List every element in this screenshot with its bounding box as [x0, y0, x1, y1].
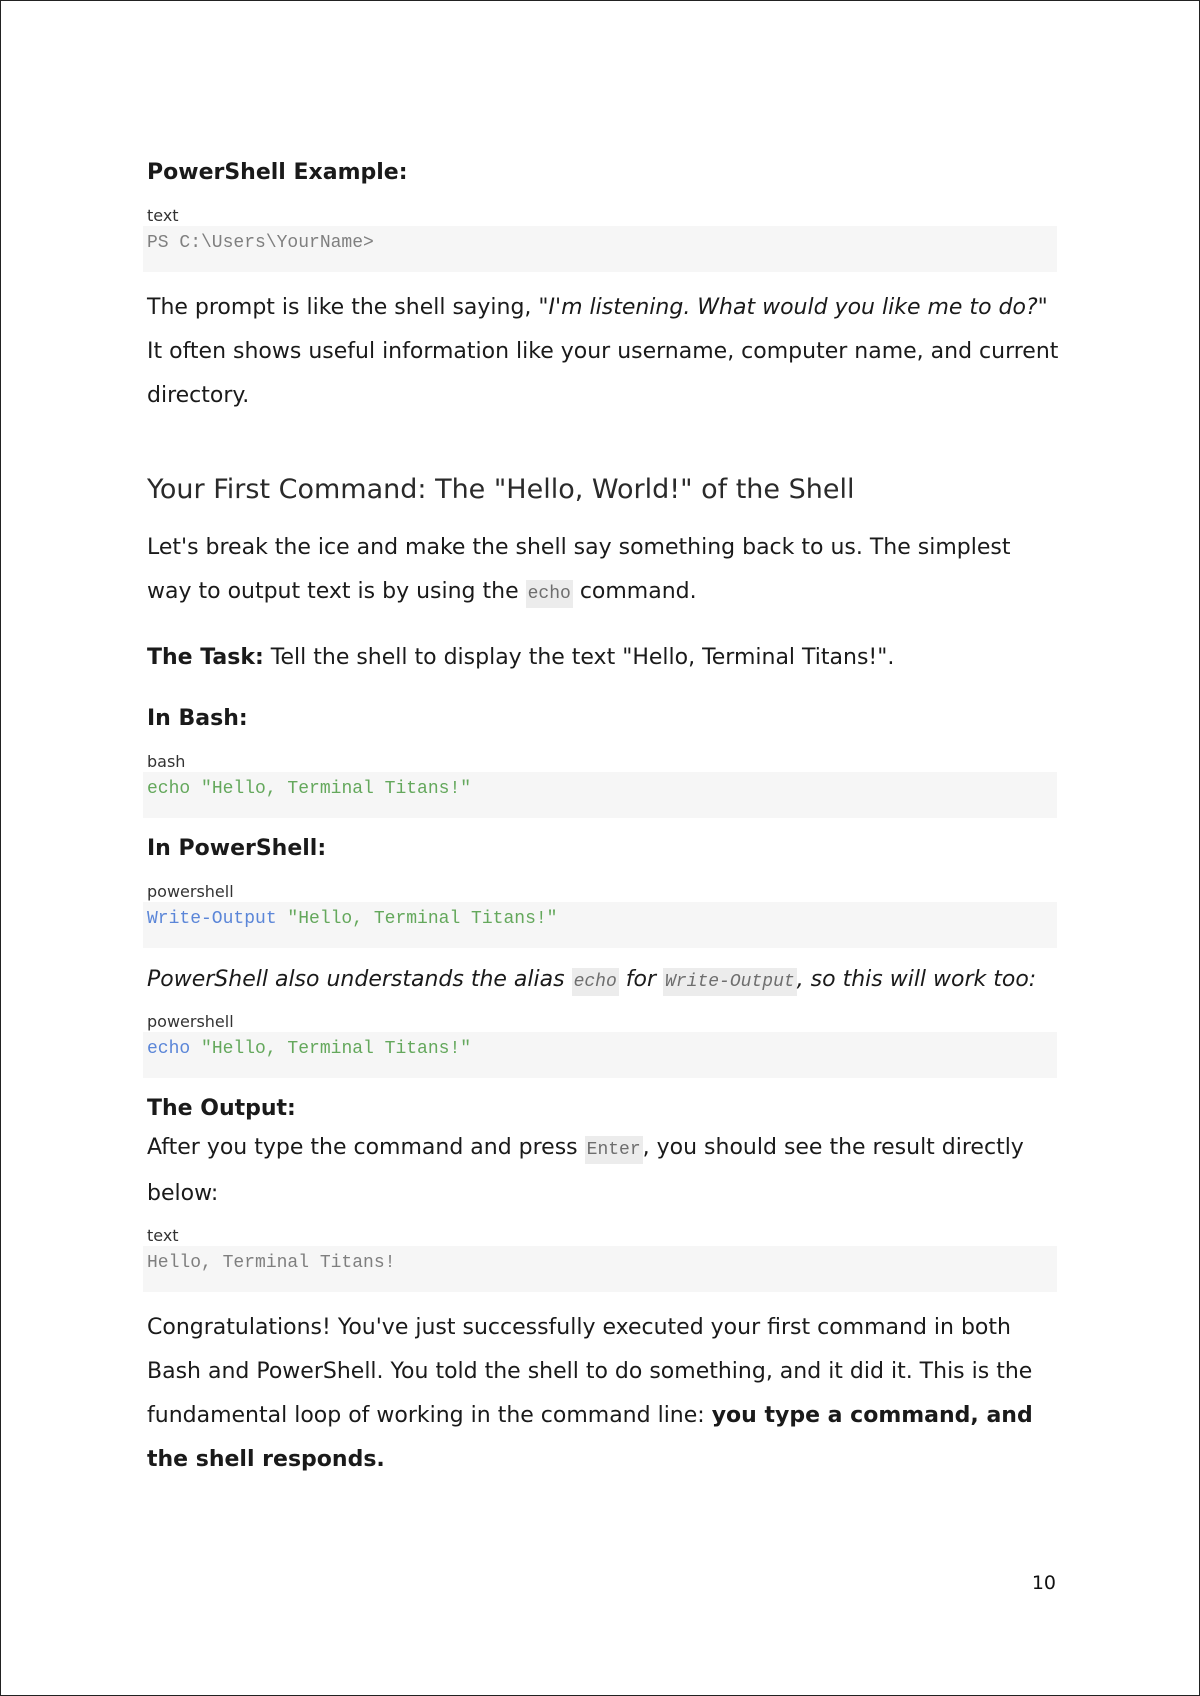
inline-code-echo: echo: [526, 580, 573, 608]
output-paragraph: [147, 1126, 1061, 1216]
text-run: PowerShell also understands the alias: [147, 967, 572, 992]
page-number: 10: [1031, 1572, 1056, 1594]
code-lang-label: text: [147, 1226, 179, 1245]
task-label: The Task:: [147, 645, 264, 670]
text-run: The prompt is like the shell saying, ": [147, 295, 549, 320]
bold-run: you type a command, and the shell responds.: [147, 1403, 1033, 1472]
output-heading: The Output:: [147, 1096, 296, 1121]
inline-code-enter: Enter: [585, 1136, 643, 1164]
code-command: echo: [147, 1039, 191, 1059]
code-block-prompt: [143, 226, 1057, 272]
code-command: Write-Output: [147, 909, 277, 929]
code-text: PS C:\Users\YourName>: [147, 233, 374, 253]
code-lang-label: powershell: [147, 1012, 234, 1031]
text-run: " It often shows useful information like your username, computer name, and current directory.: [147, 295, 1059, 408]
intro-paragraph: [147, 526, 1061, 616]
powershell-example-heading: PowerShell Example:: [147, 160, 408, 185]
italic-run: I'm listening. What would you like me to do?: [548, 295, 1038, 320]
alias-note: [147, 958, 1061, 1004]
text-run: , so this will work too:: [796, 967, 1037, 992]
code-block-output: [143, 1246, 1057, 1292]
bash-heading: In Bash:: [147, 706, 248, 731]
powershell-heading: In PowerShell:: [147, 836, 327, 861]
code-string: "Hello, Terminal Titans!": [276, 909, 558, 929]
code-block-bash: [143, 772, 1057, 818]
inline-code-echo: echo: [572, 968, 619, 996]
inline-code-write-output: Write-Output: [663, 968, 797, 996]
code-lang-label: text: [147, 206, 179, 225]
text-run: Congratulations! You've just successfully executed your first command in both Bash and PowerShell. You told the shell to do something, and it did it. This is the fundamental loop of working in the command line:: [147, 1315, 1033, 1428]
text-run: command.: [572, 579, 697, 604]
code-block-powershell: [143, 902, 1057, 948]
text-run: Let's break the ice and make the shell say something back to us. The simplest way to output text is by using the: [147, 535, 1011, 604]
congrats-paragraph: [147, 1306, 1061, 1482]
text-run: After you type the command and press: [147, 1135, 585, 1160]
task-paragraph: [147, 636, 1061, 680]
text-run: , you should see the result directly below:: [147, 1135, 1024, 1206]
code-command: echo: [147, 779, 202, 799]
section-title: Your First Command: The "Hello, World!" of the Shell: [147, 474, 855, 505]
code-lang-label: bash: [147, 752, 186, 771]
code-string: "Hello, Terminal Titans!": [201, 779, 472, 799]
code-text: Hello, Terminal Titans!: [147, 1253, 396, 1273]
prompt-paragraph: [147, 286, 1061, 418]
text-run: Tell the shell to display the text "Hello, Terminal Titans!".: [263, 645, 895, 670]
code-string: "Hello, Terminal Titans!": [190, 1039, 472, 1059]
code-lang-label: powershell: [147, 882, 234, 901]
code-block-powershell-alias: [143, 1032, 1057, 1078]
text-run: for: [618, 967, 664, 992]
document-body: [147, 156, 1061, 1482]
